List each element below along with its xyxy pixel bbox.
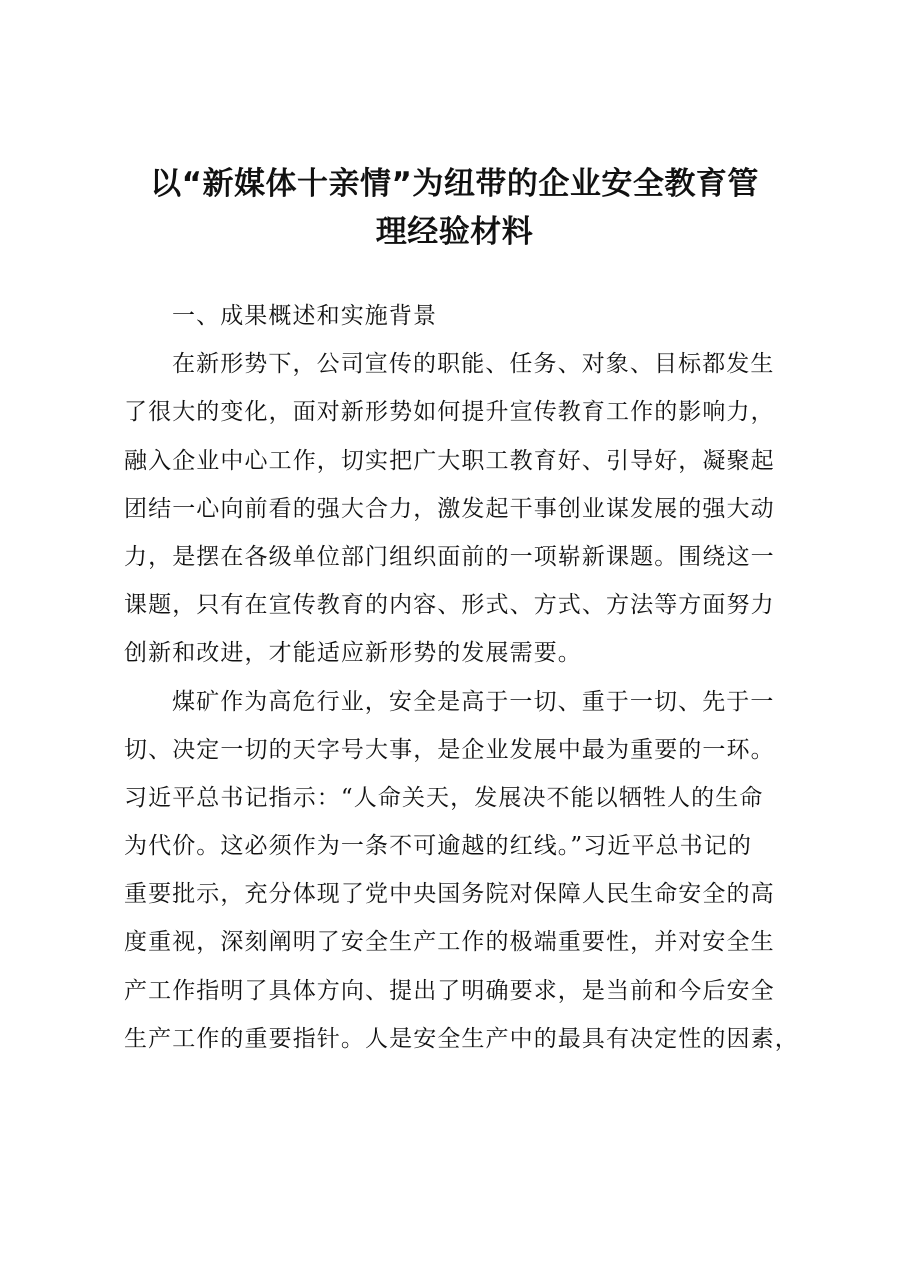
document-title (100, 160, 809, 256)
body-line: 团结一心向前看的强大合力，激发起干事创业谋发展的强大动 (124, 495, 775, 522)
body-line: 度重视，深刻阐明了安全生产工作的极端重要性，并对安全生 (124, 929, 775, 956)
title-line-1: 以“新媒体十亲情”为纽带的企业安全教育管 (150, 166, 759, 202)
body-line: 切、决定一切的天字号大事，是企业发展中最为重要的一环。 (124, 736, 775, 763)
body-line: 创新和改进，才能适应新形势的发展需要。 (124, 640, 582, 667)
body-line: 一、成果概述和实施背景 (172, 303, 438, 329)
body-line: 产工作指明了具体方向、提出了明确要求，是当前和今后安全 (124, 977, 775, 1004)
body-line: 力，是摆在各级单位部门组织面前的一项崭新课题。围绕这一 (124, 543, 775, 570)
body-line: 课题，只有在宣传教育的内容、形式、方式、方法等方面努力 (124, 592, 775, 619)
title-line-2: 理经验材料 (375, 214, 534, 250)
body-line: 了很大的变化，面对新形势如何提升宣传教育工作的影响力， (124, 399, 775, 426)
body-line: 生产工作的重要指针。人是安全生产中的最具有决定性的因素， (124, 1025, 799, 1052)
body-line: 融入企业中心工作，切实把广大职工教育好、引导好，凝聚起 (124, 447, 775, 474)
body-line: 为代价。这必须作为一条不可逾越的红线。”习近平总书记的 (124, 833, 752, 860)
body-line: 习近平总书记指示：“人命关天，发展决不能以牺牲人的生命 (124, 784, 764, 811)
document-body (124, 292, 799, 1063)
body-line: 煤矿作为高危行业，安全是高于一切、重于一切、先于一 (172, 688, 775, 715)
body-line: 重要批示，充分体现了党中央国务院对保障人民生命安全的高 (124, 881, 775, 908)
body-line: 在新形势下，公司宣传的职能、任务、对象、目标都发生 (172, 351, 775, 378)
